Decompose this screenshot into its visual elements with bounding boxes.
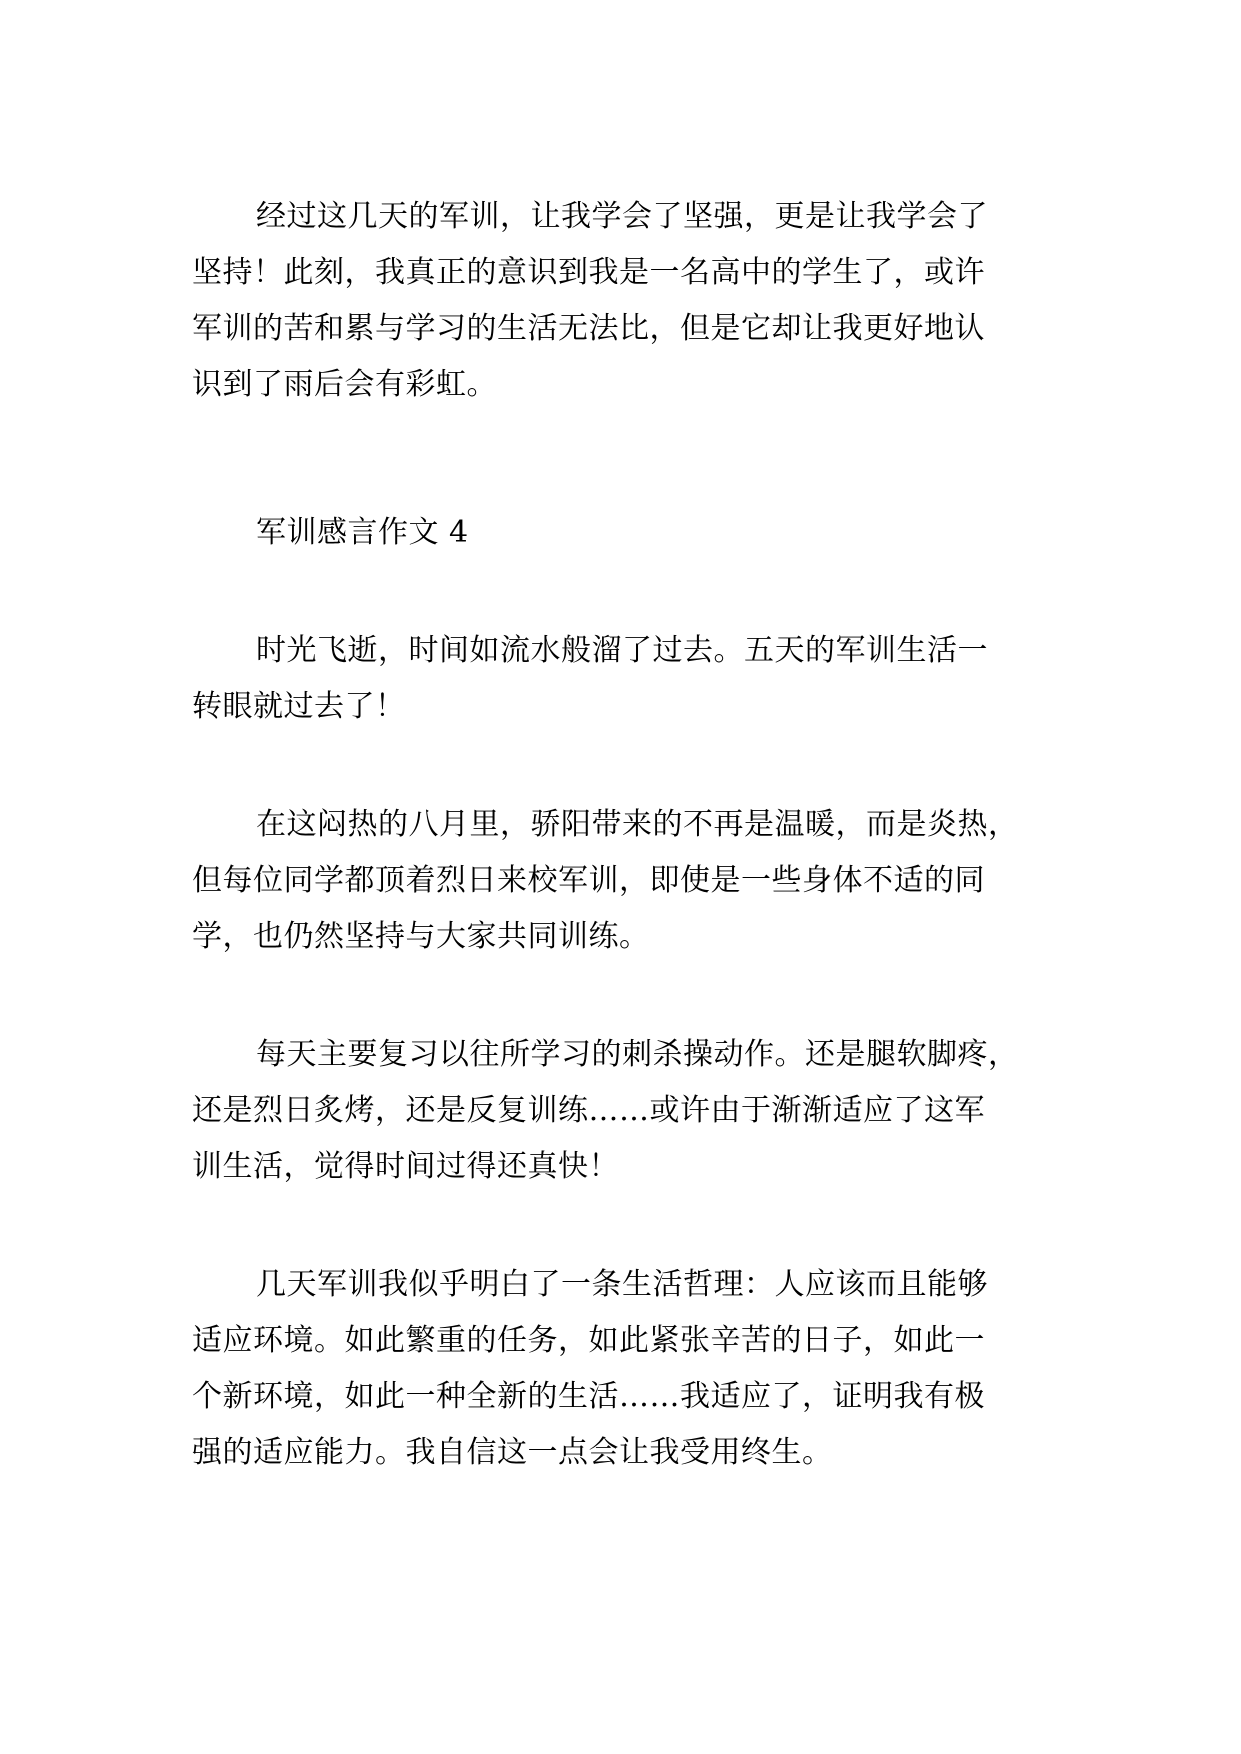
- paragraph-2-line-2: 转眼就过去了！: [192, 689, 406, 724]
- paragraph-5-line-1: 几天军训我似乎明白了一条生活哲理：人应该而且能够: [256, 1267, 988, 1302]
- paragraph-3-line-1: 在这闷热的八月里，骄阳带来的不再是温暖，而是炎热，: [256, 807, 1019, 842]
- paragraph-1-line-4: 识到了雨后会有彩虹。: [192, 367, 497, 402]
- paragraph-2-line-1: 时光飞逝，时间如流水般溜了过去。五天的军训生活一: [256, 633, 988, 668]
- paragraph-5-line-2: 适应环境。如此繁重的任务，如此紧张辛苦的日子，如此一: [192, 1323, 985, 1358]
- paragraph-1-line-2: 坚持！此刻，我真正的意识到我是一名高中的学生了，或许: [192, 255, 985, 290]
- paragraph-5-line-4: 强的适应能力。我自信这一点会让我受用终生。: [192, 1435, 833, 1470]
- paragraph-3-line-3: 学，也仍然坚持与大家共同训练。: [192, 919, 650, 954]
- paragraph-3-line-2: 但每位同学都顶着烈日来校军训，即使是一些身体不适的同: [192, 863, 985, 898]
- paragraph-4-line-3: 训生活，觉得时间过得还真快！: [192, 1149, 619, 1184]
- paragraph-5-line-3: 个新环境，如此一种全新的生活……我适应了，证明我有极: [192, 1379, 985, 1414]
- paragraph-4-line-2: 还是烈日炙烤，还是反复训练……或许由于渐渐适应了这军: [192, 1093, 985, 1128]
- paragraph-4-line-1: 每天主要复习以往所学习的刺杀操动作。还是腿软脚疼，: [256, 1037, 1019, 1072]
- paragraph-1-line-1: 经过这几天的军训，让我学会了坚强，更是让我学会了: [256, 199, 988, 234]
- section-heading: 军训感言作文 4: [256, 515, 469, 550]
- paragraph-1-line-3: 军训的苦和累与学习的生活无法比，但是它却让我更好地认: [192, 311, 985, 346]
